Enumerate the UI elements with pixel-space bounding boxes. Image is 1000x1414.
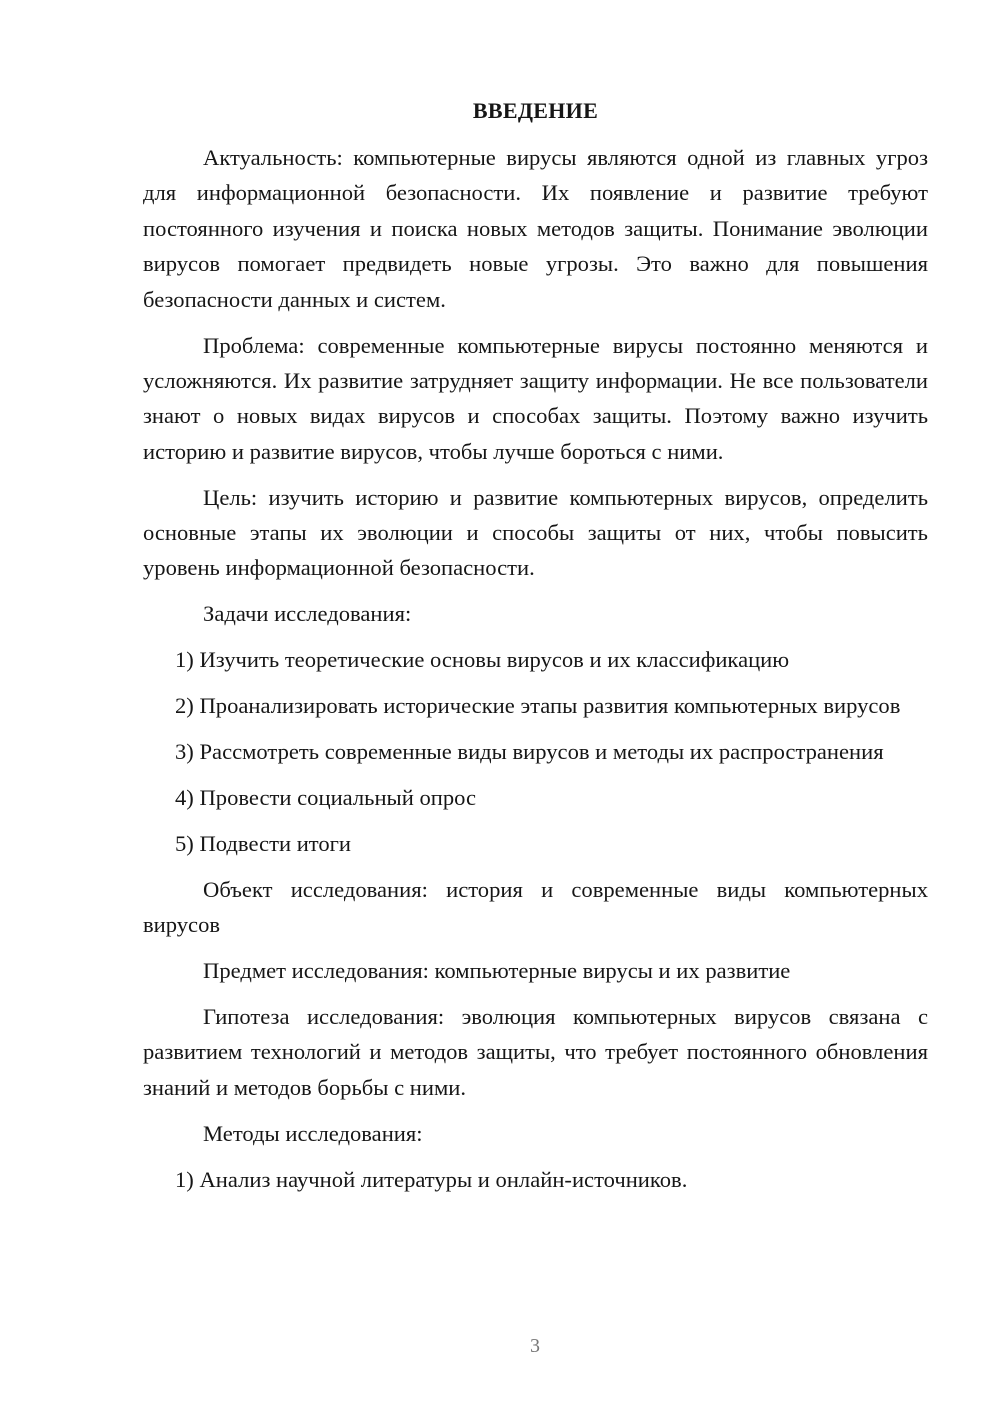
page-number: 3 [530, 1335, 540, 1357]
method-item-1: 1) Анализ научной литературы и онлайн-источников. [175, 1166, 688, 1192]
research-subject-paragraph: Предмет исследования: компьютерные вирусы и их развитие [203, 958, 791, 984]
task-item-5: 5) Подвести итоги [175, 830, 352, 856]
problem-paragraph: Проблема: современные компьютерные вирусы постоянно меняются и усложняются. Их развитие затрудняет защиту информации. Не все пользователи знают о новых видах вирусов и способах защиты. Поэтому важно изучить историю и развитие вирусов, чтобы лучше бороться с ними. [143, 332, 928, 464]
methods-heading: Методы исследования: [203, 1120, 423, 1146]
goal-paragraph: Цель: изучить историю и развитие компьютерных вирусов, определить основные этапы их эволюции и способы защиты от них, чтобы повысить уровень информационной безопасности. [143, 484, 928, 581]
task-item-3: 3) Рассмотреть современные виды вирусов и методы их распространения [175, 739, 884, 765]
document-body [143, 96, 928, 1208]
hypothesis-paragraph: Гипотеза исследования: эволюция компьютерных вирусов связана с развитием технологий и методов защиты, что требует постоянного обновления знаний и методов борьбы с ними. [143, 1004, 928, 1100]
task-item-2: 2) Проанализировать исторические этапы развития компьютерных вирусов [175, 693, 901, 719]
task-item-1: 1) Изучить теоретические основы вирусов и их классификацию [175, 647, 790, 673]
page-title: ВВЕДЕНИЕ [472, 98, 599, 123]
tasks-heading: Задачи исследования: [203, 601, 412, 627]
relevance-paragraph: Актуальность: компьютерные вирусы являются одной из главных угроз для информационной безопасности. Их появление и развитие требуют постоянного изучения и поиска новых методов защиты. Понимание эволюции вирусов помогает предвидеть новые угрозы. Это важно для повышения безопасности данных и систем. [143, 145, 928, 312]
task-item-4: 4) Провести социальный опрос [175, 785, 477, 810]
research-object-paragraph: Объект исследования: история и современные виды компьютерных вирусов [143, 876, 928, 938]
